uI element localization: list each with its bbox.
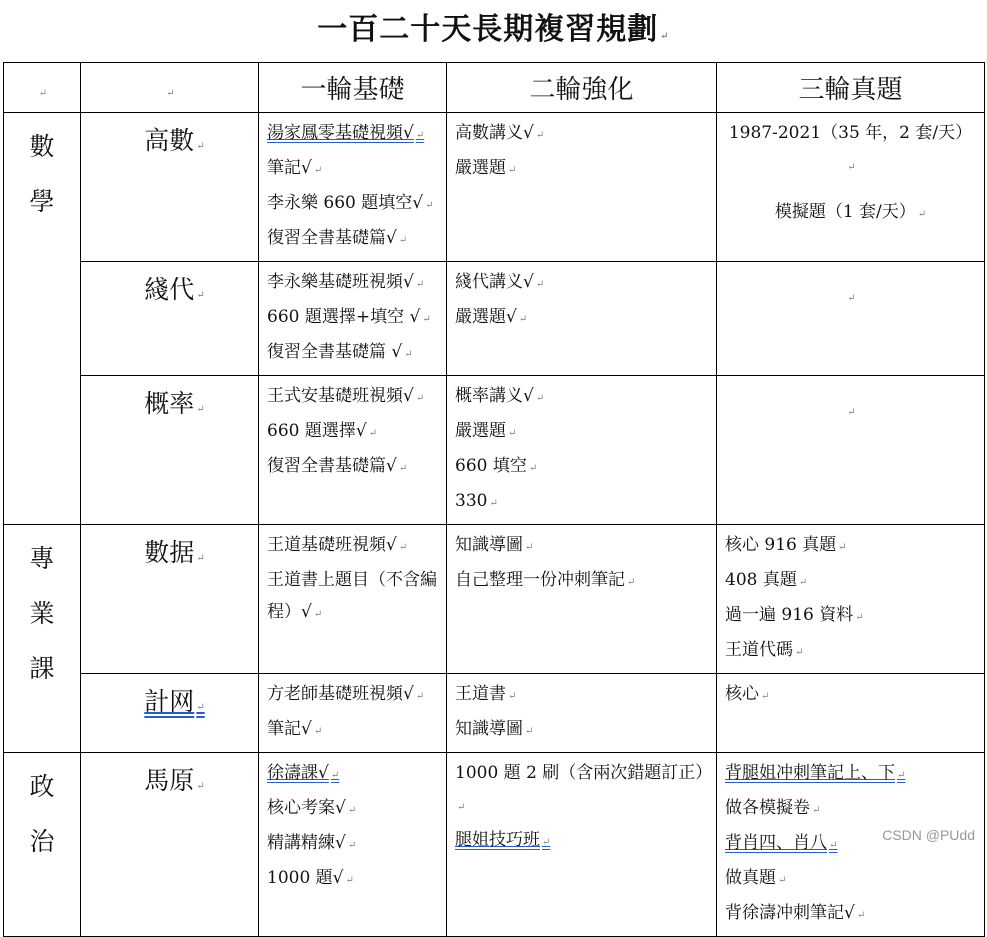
plan-cell-r3 [717,674,985,753]
course-name: 數据 ↵ [91,533,258,569]
plan-item: 660 填空 ↵ [455,450,708,485]
course-cell [81,525,259,674]
course-name: 計网 ↵ [91,682,258,718]
plan-item: 過一遍 916 資料 ↵ [725,599,976,634]
plan-item: 背腿姐冲刺筆記上、下 ↵ [725,757,976,792]
course-cell [81,376,259,525]
plan-item: 筆記√ ↵ [267,713,438,748]
plan-cell-r3 [717,525,985,674]
plan-item: 筆記√ ↵ [267,152,438,187]
plan-item: 李永樂 660 題填空√ ↵ [267,187,438,222]
plan-item: 660 題選擇√ ↵ [267,415,438,450]
plan-item: 王道代碼 ↵ [725,634,976,669]
plan-item: 徐濤課√ ↵ [267,757,438,792]
course-cell [81,674,259,753]
plan-item: 知識導圖 ↵ [455,529,708,564]
header-cell [81,63,259,113]
column-header: 三輪真題 [798,75,903,105]
course-cell [81,753,259,937]
plan-cell-r1 [259,113,447,262]
plan-item: 知識導圖 ↵ [455,713,708,748]
plan-item: 嚴選題√ ↵ [455,301,708,336]
course-cell [81,262,259,376]
plan-cell-r2 [447,113,717,262]
plan-item: 綫代講义√ ↵ [455,266,708,301]
subject-cell [4,113,81,525]
plan-cell-r2 [447,262,717,376]
empty-header [164,88,174,99]
header-cell [447,63,717,113]
plan-item: 核心 ↵ [725,678,976,713]
plan-item: 330 ↵ [455,485,708,520]
plan-item: 腿姐技巧班 ↵ [455,824,708,859]
plan-item: 1987-2021（35 年，2 套/天） ↵ [725,117,976,184]
plan-item: 高數講义√ ↵ [455,117,708,152]
header-cell [717,63,985,113]
plan-item: 做真題 ↵ [725,862,976,897]
plan-item: 精講精練√ ↵ [267,827,438,862]
subject-cell [4,525,81,753]
empty-header [37,88,47,99]
plan-item: 1000 題 2 刷（含兩次錯題訂正） ↵ [455,757,708,824]
plan-item: 模擬題（1 套/天） ↵ [725,196,976,231]
plan-cell-r3 [717,753,985,937]
plan-item: 背徐濤冲刺筆記√ ↵ [725,897,976,932]
plan-cell-r2 [447,376,717,525]
plan-item: 660 題選擇+填空 √ ↵ [267,301,438,336]
plan-item: 1000 題√ ↵ [267,862,438,897]
table-row [4,674,985,753]
header-row [4,63,985,113]
column-header: 一輪基礎 [300,75,405,105]
watermark: CSDN @PUdd [882,827,975,843]
plan-item: 復習全書基礎篇√ ↵ [267,222,438,257]
plan-item: 湯家鳳零基礎視頻√ ↵ [267,117,438,152]
plan-item: 王道書 ↵ [455,678,708,713]
plan-item: 復習全書基礎篇 √ ↵ [267,336,438,371]
table-row [4,376,985,525]
plan-item: 自己整理一份冲刺筆記 ↵ [455,564,708,599]
table-row [4,113,985,262]
subject-label: 專業課 [29,544,55,683]
plan-item: 408 真題 ↵ [725,564,976,599]
plan-item: 做各模擬卷 ↵ [725,792,976,827]
course-cell [81,113,259,262]
plan-item: 復習全書基礎篇√ ↵ [267,450,438,485]
plan-item: 方老師基礎班視頻√ ↵ [267,678,438,713]
subject-cell [4,753,81,937]
header-cell [259,63,447,113]
course-name: 高數 ↵ [91,121,258,157]
plan-item: 王道基礎班視頻√ ↵ [267,529,438,564]
plan-item: 李永樂基礎班視頻√ ↵ [267,266,438,301]
plan-item: 王式安基礎班視頻√ ↵ [267,380,438,415]
subject-label: 政治 [29,772,55,856]
subject-label: 數學 [29,132,55,216]
empty-cell [845,293,855,304]
plan-cell-r2 [447,753,717,937]
plan-cell-r2 [447,525,717,674]
plan-item: 背肖四、肖八 ↵ [725,827,976,862]
plan-cell-r3 [717,113,985,262]
plan-cell-r3 [717,376,985,525]
plan-item: 嚴選題 ↵ [455,152,708,187]
plan-item: 王道書上題目（不含編程）√ ↵ [267,564,438,631]
plan-item: 核心 916 真題 ↵ [725,529,976,564]
table-row [4,753,985,937]
empty-cell [845,407,855,418]
course-name: 概率 ↵ [91,384,258,420]
plan-cell-r1 [259,525,447,674]
plan-item: 概率講义√ ↵ [455,380,708,415]
plan-cell-r1 [259,753,447,937]
document-title: 一百二十天長期複習規劃 ↵ [0,4,987,48]
plan-item: 核心考案√ ↵ [267,792,438,827]
plan-cell-r2 [447,674,717,753]
study-plan-table [3,62,985,937]
plan-cell-r3 [717,262,985,376]
plan-item: 嚴選題 ↵ [455,415,708,450]
column-header: 二輪強化 [529,75,634,105]
table-row [4,525,985,674]
plan-cell-r1 [259,376,447,525]
table-row [4,262,985,376]
header-cell [4,63,81,113]
course-name: 綫代 ↵ [91,270,258,306]
plan-cell-r1 [259,674,447,753]
course-name: 馬原 ↵ [91,761,258,797]
plan-cell-r1 [259,262,447,376]
